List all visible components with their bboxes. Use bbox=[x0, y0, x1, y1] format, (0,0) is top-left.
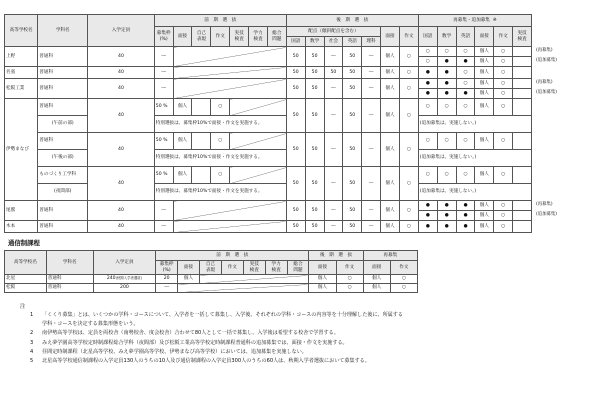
capacity: 40 bbox=[88, 47, 155, 67]
zenki-sakubun: ○ bbox=[211, 133, 230, 150]
dept-name: 普通科 bbox=[46, 284, 93, 293]
koki-cell: ○ bbox=[399, 79, 418, 99]
table-row bbox=[5, 184, 532, 201]
side-note: (追加募集) bbox=[536, 90, 557, 95]
zenki-hatched bbox=[230, 133, 287, 150]
sai-cell: ● bbox=[418, 89, 437, 99]
note-number: 4 bbox=[30, 348, 34, 355]
sai-cell: 個人 bbox=[475, 201, 494, 211]
zenki-note: 特別選抜は、募集枠10%で面接・作文を実施する。 bbox=[154, 150, 286, 167]
sh-3: 面接 bbox=[475, 27, 494, 47]
sai-cell: ○ bbox=[494, 201, 513, 211]
koki-cell: ○ bbox=[399, 47, 418, 67]
zenki-waku: ― bbox=[154, 201, 173, 221]
zh-2: 自己 表現 bbox=[192, 27, 211, 47]
koki-cell: ― bbox=[324, 133, 343, 167]
zenki-sakubun: ○ bbox=[211, 167, 230, 184]
kh-0: 国語 bbox=[286, 37, 305, 47]
sai-cell: ○ bbox=[456, 79, 475, 89]
zenki-wakus: 50 % bbox=[154, 99, 173, 116]
note-text: 北星高等学校通信制課程の入学定員130人のうちの10人及び通信制課程の入学定員300人のうちの60人は、秋期入学者選抜において募集する。 bbox=[42, 358, 370, 365]
koki-cell: 50 bbox=[305, 79, 324, 99]
sai-cell: ○ bbox=[456, 99, 475, 116]
school-name: 木本 bbox=[5, 221, 38, 233]
koki-cell: 50 bbox=[286, 99, 305, 133]
zenki-hatched bbox=[230, 99, 287, 116]
sai-cell: ○ bbox=[494, 99, 513, 116]
sai-cell: 個人 bbox=[363, 284, 390, 293]
zenki-jiko bbox=[192, 133, 211, 150]
sai-cell: ○ bbox=[456, 67, 475, 79]
table-row bbox=[5, 221, 532, 233]
header-koki: 後 期 選 抜 bbox=[286, 15, 418, 27]
sh-2: 英語 bbox=[456, 27, 475, 47]
capacity-value: 200 bbox=[120, 285, 129, 291]
sai-cell: 個人 bbox=[475, 221, 494, 233]
capacity: 40 bbox=[88, 221, 155, 233]
koki-cell: 50 bbox=[286, 201, 305, 221]
sai-cell: ○ bbox=[456, 133, 475, 150]
note-mark: ※ bbox=[492, 17, 497, 23]
zh-5: 学力 検査 bbox=[249, 27, 268, 47]
koki-cell: 個人 bbox=[381, 133, 400, 167]
header-zenki: 前 期 選 抜 bbox=[154, 15, 286, 27]
dept-name: 普通科 bbox=[46, 275, 93, 284]
sai-cell: ○ bbox=[418, 47, 437, 57]
sai-cell: 個人 bbox=[475, 57, 494, 67]
header-saiboshu: 再募集・追加募集 ※ bbox=[418, 15, 531, 27]
zh-1: 面接 bbox=[173, 27, 192, 47]
dept-name: 普通科 bbox=[38, 201, 88, 221]
sai-cell: ○ bbox=[418, 133, 437, 150]
zenki-sakubun: ○ bbox=[211, 99, 230, 116]
zh-4: 実技 検査 bbox=[230, 27, 249, 47]
koki-cell: ― bbox=[324, 47, 343, 67]
sai-cell: 個人 bbox=[475, 89, 494, 99]
kh-5: 面接 bbox=[381, 27, 400, 47]
capacity: 40 bbox=[88, 67, 155, 79]
table-row bbox=[5, 47, 532, 57]
zenki-hatched bbox=[173, 221, 286, 233]
sai-cell: 個人 bbox=[475, 133, 494, 150]
kh-6: 作文 bbox=[399, 27, 418, 47]
koki-cell: 50 bbox=[343, 47, 362, 67]
main-table bbox=[4, 14, 532, 233]
koki-cell: ― bbox=[362, 67, 381, 79]
side-note: (再募集) bbox=[536, 202, 553, 207]
sai-cell: ● bbox=[418, 211, 437, 221]
header-dept: 学科名 bbox=[38, 15, 88, 47]
note-item bbox=[30, 320, 403, 329]
koki-cell: 50 bbox=[305, 133, 324, 167]
zenki-jiko bbox=[192, 167, 211, 184]
sai-cell bbox=[513, 221, 532, 233]
zenki-hatched bbox=[199, 275, 308, 284]
table-row bbox=[5, 284, 418, 293]
sai-cell: ● bbox=[418, 201, 437, 211]
koki-cell: ○ bbox=[399, 67, 418, 79]
koki-cell: ○ bbox=[399, 221, 418, 233]
dept-sub: (夜間部) bbox=[38, 184, 88, 201]
sai-cell: ○ bbox=[390, 275, 417, 284]
note-item bbox=[30, 357, 403, 366]
koki-cell: ○ bbox=[399, 167, 418, 201]
koki-cell: 50 bbox=[286, 221, 305, 233]
koki-cell: 50 bbox=[343, 133, 362, 167]
zenki-wakus: 50 % bbox=[154, 167, 173, 184]
t2-sh-1: 作文 bbox=[390, 261, 417, 275]
table-row bbox=[5, 116, 532, 133]
dept-name: 普通科 bbox=[38, 133, 88, 150]
sai-cell: ○ bbox=[494, 167, 513, 184]
zenki-waku: ― bbox=[154, 221, 173, 233]
kh-4: 理科 bbox=[362, 37, 381, 47]
sai-cell: ● bbox=[456, 89, 475, 99]
school-name: 名張 bbox=[5, 67, 38, 79]
sai-cell: ○ bbox=[456, 47, 475, 57]
sai-cell: ○ bbox=[418, 167, 437, 184]
capacity: 40 bbox=[88, 201, 155, 221]
zenki-hatched bbox=[173, 79, 286, 99]
sai-cell: ● bbox=[437, 201, 456, 211]
sai-cell: ● bbox=[437, 57, 456, 67]
sai-cell: ● bbox=[418, 221, 437, 233]
side-note: (再募集) bbox=[536, 48, 553, 53]
kh-1: 数学 bbox=[305, 37, 324, 47]
koki-cell: ― bbox=[362, 133, 381, 167]
sai-cell bbox=[513, 79, 532, 89]
koki-cell: 個人 bbox=[381, 167, 400, 201]
sai-cell bbox=[513, 89, 532, 99]
t2-zh-1: 面接 bbox=[178, 261, 200, 275]
notes-head: 注 bbox=[20, 304, 26, 310]
haiten-header: 配点（傾斜配点を含む） bbox=[286, 27, 380, 37]
koki-cell: ― bbox=[324, 99, 343, 133]
school-name: 上野 bbox=[5, 47, 38, 67]
zenki-waku: 20 bbox=[156, 275, 178, 284]
t2-zh-3: 作文 bbox=[221, 261, 243, 275]
capacity bbox=[93, 275, 156, 284]
sai-cell: 個人 bbox=[475, 211, 494, 221]
sai-cell: 個人 bbox=[363, 275, 390, 284]
zenki-waku: ― bbox=[154, 79, 173, 99]
table-row bbox=[5, 167, 532, 184]
capacity-note: (秋期入学者選抜) bbox=[115, 276, 142, 281]
zenki-hatched bbox=[173, 201, 286, 221]
table-row bbox=[5, 133, 532, 150]
koki-cell: 50 bbox=[343, 79, 362, 99]
t2-zh-0: 募集枠 (%) bbox=[156, 261, 178, 275]
sai-cell: ● bbox=[437, 89, 456, 99]
school-name: 松阪 bbox=[5, 284, 47, 293]
sai-cell: ○ bbox=[494, 89, 513, 99]
note-number: 5 bbox=[30, 358, 34, 365]
table-row bbox=[5, 79, 532, 89]
sh-0: 国語 bbox=[418, 27, 437, 47]
koki-cell: ― bbox=[362, 221, 381, 233]
school-name: 尾鷲 bbox=[5, 201, 38, 221]
note-item bbox=[30, 348, 403, 357]
t2-header-dept: 学科名 bbox=[46, 251, 93, 275]
sai-cell: ○ bbox=[418, 99, 437, 116]
sai-cell: ○ bbox=[437, 99, 456, 116]
koki-cell: ― bbox=[362, 201, 381, 221]
t2-header-school: 高等学校名 bbox=[5, 251, 47, 275]
school-name: 北星 bbox=[5, 275, 47, 284]
koki-cell: 50 bbox=[305, 67, 324, 79]
zenki-waku: ― bbox=[154, 67, 173, 79]
koki-cell: ○ bbox=[399, 201, 418, 221]
koki-cell: 個人 bbox=[381, 67, 400, 79]
koki-cell: 50 bbox=[286, 133, 305, 167]
t2-zh-6: 総合 問題 bbox=[287, 261, 309, 275]
sai-cell: ● bbox=[437, 211, 456, 221]
note-text: 「くくり募集」とは、いくつかの学科・コースについて、入学者を一括して募集し、入学後、それぞれの学科・コースの内容等を十分理解した後に、所属する bbox=[42, 312, 403, 318]
koki-cell: ― bbox=[324, 221, 343, 233]
t2-zh-5: 学力 検査 bbox=[265, 261, 287, 275]
side-note: (追加募集) bbox=[536, 58, 557, 63]
school-name: 松阪工業 bbox=[5, 79, 38, 99]
school-name: 伊勢まなび bbox=[5, 99, 38, 201]
zenki-mensetsu: 個人 bbox=[173, 133, 192, 150]
koki-cell: 50 bbox=[343, 201, 362, 221]
note-text: 学科・コースを決定する募集形態をいう。 bbox=[42, 321, 139, 328]
zenki-waku: ― bbox=[156, 284, 178, 293]
sai-note: (追加募集は、実施しない。) bbox=[418, 116, 531, 133]
koki-cell: 個人 bbox=[309, 275, 336, 284]
note-item bbox=[30, 339, 403, 348]
capacity bbox=[93, 284, 156, 293]
koki-cell: 50 bbox=[343, 221, 362, 233]
sai-cell: ● bbox=[437, 67, 456, 79]
koki-cell: 個人 bbox=[309, 284, 336, 293]
sai-cell bbox=[513, 99, 532, 116]
sai-cell bbox=[513, 133, 532, 150]
zenki-mensetsu: 個人 bbox=[173, 99, 192, 116]
koki-cell: ○ bbox=[399, 99, 418, 133]
note-text: 昼間定時制課程（北星高等学校、みえ夢学園高等学校、伊勢まなび高等学校）においては、追加募集を実施しない。 bbox=[42, 348, 307, 355]
koki-cell: 50 bbox=[343, 99, 362, 133]
note-item bbox=[30, 311, 403, 320]
zh-3: 作文 bbox=[211, 27, 230, 47]
header-capacity: 入学定員 bbox=[88, 15, 155, 47]
sai-cell: ● bbox=[437, 79, 456, 89]
note-text: 南伊勢高等学校は、定員を両校舎（南勢校舎、度会校舎）合わせて80人として一括で募集し、入学後は希望する校舎で学習する。 bbox=[42, 330, 339, 337]
note-number: 1 bbox=[30, 312, 34, 318]
capacity: 40 bbox=[88, 133, 155, 167]
koki-cell: 個人 bbox=[381, 47, 400, 67]
capacity: 40 bbox=[88, 167, 155, 201]
koki-cell: 個人 bbox=[381, 99, 400, 133]
sai-cell: ○ bbox=[494, 211, 513, 221]
t2-header-zenki: 前 期 選 抜 bbox=[156, 251, 309, 261]
zenki-hatched bbox=[230, 167, 287, 184]
koki-cell: ○ bbox=[399, 133, 418, 167]
dept-name: 普通科 bbox=[38, 79, 88, 99]
note-text: みえ夢学園高等学校定時制課程総合学科（夜間部）及び松阪工業高等学校定時制課程普通科の追加募集では、面接・作文を実施する。 bbox=[42, 339, 348, 346]
dept-name: 普通科 bbox=[38, 99, 88, 116]
zenki-hatched bbox=[173, 67, 286, 79]
zenki-note: 特別選抜は、募集枠10%で面接・作文を実施する。 bbox=[154, 184, 286, 201]
table-row bbox=[5, 150, 532, 167]
dept-name: 普通科 bbox=[38, 47, 88, 67]
capacity: 40 bbox=[88, 99, 155, 133]
zenki-mensetsu: 個人 bbox=[178, 275, 200, 284]
sai-cell: 個人 bbox=[475, 79, 494, 89]
koki-cell: 個人 bbox=[381, 79, 400, 99]
zh-0: 募集枠 (%) bbox=[154, 27, 173, 47]
sai-cell: ○ bbox=[494, 67, 513, 79]
t2-kh-1: 作文 bbox=[336, 261, 363, 275]
tsushin-table bbox=[4, 250, 418, 293]
zenki-waku: ― bbox=[154, 47, 173, 67]
capacity-value: 240 bbox=[106, 276, 116, 282]
sai-cell bbox=[513, 201, 532, 211]
koki-cell: 50 bbox=[286, 167, 305, 201]
koki-cell: ― bbox=[362, 79, 381, 99]
koki-cell: ― bbox=[324, 167, 343, 201]
koki-cell: ○ bbox=[336, 275, 363, 284]
dept-name: 普通科 bbox=[38, 221, 88, 233]
sai-cell: ○ bbox=[390, 284, 417, 293]
sh-1: 数学 bbox=[437, 27, 456, 47]
header-school: 高等学校名 bbox=[5, 15, 38, 47]
dept-name: ものづくり工学科 bbox=[38, 167, 88, 184]
sh-5: 実技 検査 bbox=[513, 27, 532, 47]
koki-cell: 50 bbox=[305, 47, 324, 67]
sai-cell: ○ bbox=[494, 133, 513, 150]
zenki-wakus: 50 % bbox=[154, 133, 173, 150]
t2-header-koki: 後 期 選 抜 bbox=[309, 251, 363, 261]
koki-cell: 個人 bbox=[381, 201, 400, 221]
t2-sh-0: 面接 bbox=[363, 261, 390, 275]
note-item bbox=[30, 329, 403, 338]
sai-cell: ○ bbox=[437, 167, 456, 184]
side-note: (追加募集) bbox=[536, 212, 557, 217]
koki-cell: 50 bbox=[343, 167, 362, 201]
koki-cell: 50 bbox=[305, 167, 324, 201]
koki-cell: 50 bbox=[305, 201, 324, 221]
sai-cell: ● bbox=[456, 221, 475, 233]
table-row bbox=[5, 275, 418, 284]
koki-cell: ― bbox=[324, 201, 343, 221]
sai-cell: ● bbox=[418, 79, 437, 89]
note-number bbox=[30, 320, 42, 329]
koki-cell: 50 bbox=[286, 79, 305, 99]
dept-name: 普通科 bbox=[38, 67, 88, 79]
tsushin-title: 通信制課程 bbox=[8, 239, 40, 247]
koki-cell: 50 bbox=[343, 67, 362, 79]
kh-3: 英語 bbox=[343, 37, 362, 47]
sai-cell bbox=[513, 57, 532, 67]
sai-cell: ○ bbox=[494, 79, 513, 89]
koki-cell: ― bbox=[362, 99, 381, 133]
dept-sub: (午後の部) bbox=[38, 150, 88, 167]
table-row bbox=[5, 67, 532, 79]
capacity: 40 bbox=[88, 79, 155, 99]
zenki-hatched bbox=[178, 284, 309, 293]
koki-cell: ― bbox=[362, 167, 381, 201]
t2-header-capacity: 入学定員 bbox=[93, 251, 156, 275]
koki-cell: 50 bbox=[324, 67, 343, 79]
sai-cell: 個人 bbox=[475, 67, 494, 79]
t2-zh-4: 実技 検査 bbox=[243, 261, 265, 275]
sai-cell bbox=[513, 211, 532, 221]
sai-cell: ○ bbox=[494, 57, 513, 67]
sai-cell: ○ bbox=[494, 47, 513, 57]
sai-cell: ○ bbox=[456, 167, 475, 184]
koki-cell: 50 bbox=[305, 99, 324, 133]
table-row bbox=[5, 99, 532, 116]
sai-cell: 個人 bbox=[475, 167, 494, 184]
zenki-hatched bbox=[173, 47, 286, 67]
note-number: 2 bbox=[30, 330, 34, 337]
koki-cell: 50 bbox=[305, 221, 324, 233]
sai-cell: 個人 bbox=[475, 47, 494, 57]
koki-cell: 50 bbox=[286, 67, 305, 79]
sai-cell: ● bbox=[437, 221, 456, 233]
kh-2: 社会 bbox=[324, 37, 343, 47]
sai-cell: 個人 bbox=[475, 99, 494, 116]
zenki-note: 特別選抜は、募集枠10%で面接・作文を実施する。 bbox=[154, 116, 286, 133]
zenki-mensetsu: 個人 bbox=[173, 167, 192, 184]
zh-6: 総合 問題 bbox=[267, 27, 286, 47]
koki-cell: 50 bbox=[286, 47, 305, 67]
sh-4: 作文 bbox=[494, 27, 513, 47]
sai-cell: ● bbox=[456, 57, 475, 67]
sai-cell: ● bbox=[456, 211, 475, 221]
sai-cell: ○ bbox=[437, 133, 456, 150]
notes-list bbox=[30, 311, 403, 366]
note-number: 3 bbox=[30, 339, 34, 346]
sai-cell: ● bbox=[456, 201, 475, 211]
koki-cell: ― bbox=[362, 47, 381, 67]
dept-sub: (午前の部) bbox=[38, 116, 88, 133]
sai-cell bbox=[513, 47, 532, 57]
t2-header-sai: 再募集 bbox=[363, 251, 417, 261]
koki-cell: ○ bbox=[336, 284, 363, 293]
side-note: (再募集) bbox=[536, 80, 553, 85]
t2-kh-0: 面接 bbox=[309, 261, 336, 275]
table-row bbox=[5, 201, 532, 211]
sai-cell: ○ bbox=[494, 221, 513, 233]
sai-cell: ○ bbox=[418, 57, 437, 67]
koki-cell: 個人 bbox=[381, 221, 400, 233]
sai-note: (追加募集は、実施しない。) bbox=[418, 184, 531, 201]
sai-cell: ○ bbox=[437, 47, 456, 57]
sai-cell bbox=[513, 167, 532, 184]
t2-zh-2: 自己 表現 bbox=[199, 261, 221, 275]
sai-cell bbox=[513, 67, 532, 79]
koki-cell: ― bbox=[324, 79, 343, 99]
zenki-jiko bbox=[192, 99, 211, 116]
sai-note: (追加募集は、実施しない。) bbox=[418, 150, 531, 167]
sai-cell: ● bbox=[418, 67, 437, 79]
